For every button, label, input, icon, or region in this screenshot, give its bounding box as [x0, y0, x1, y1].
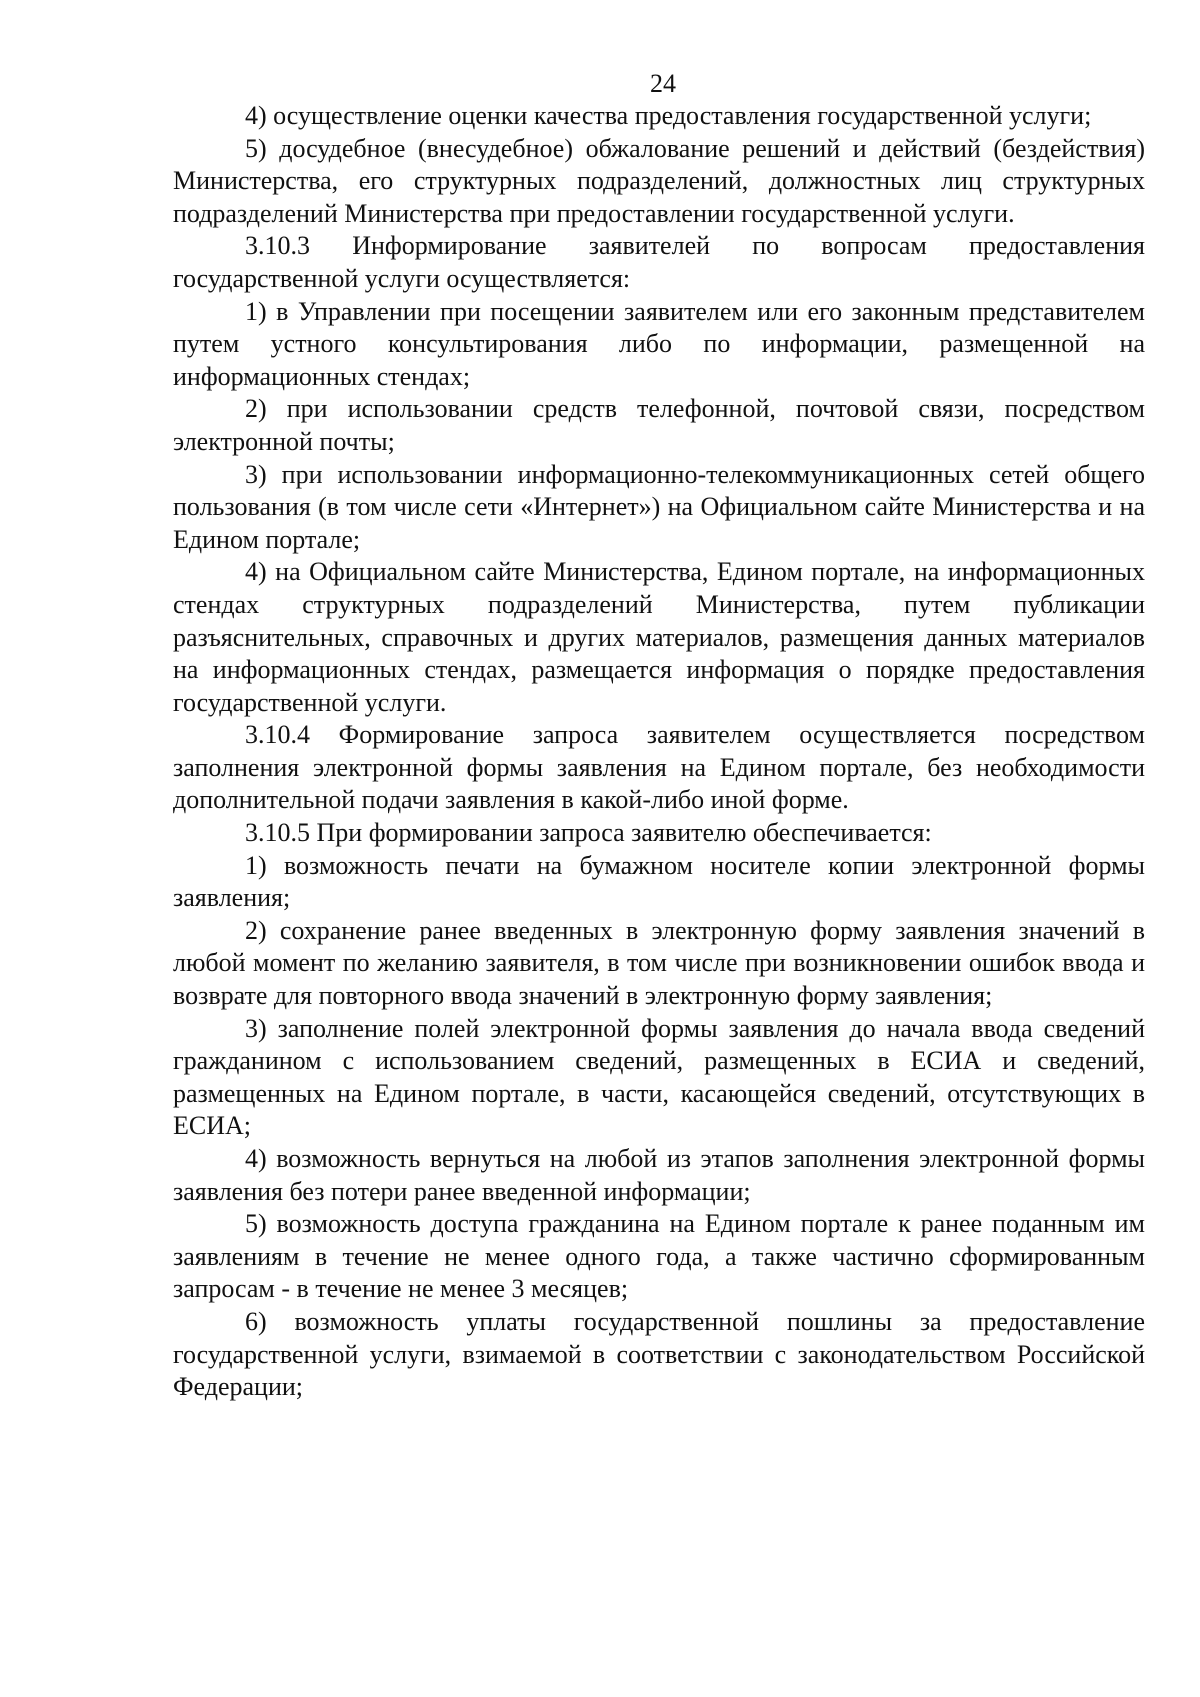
- paragraph: 1) в Управлении при посещении заявителем или его законным представителем путем устного консультирования либо по информации, размещенной на информационных стендах;: [173, 296, 1145, 391]
- paragraph: 4) осуществление оценки качества предоставления государственной услуги;: [245, 101, 1092, 130]
- paragraph: 6) возможность уплаты государственной пошлины за предоставление государственной услуги, взимаемой в соответствии с законодательством Российской Федерации;: [173, 1306, 1145, 1402]
- paragraph: 4) возможность вернуться на любой из этапов заполнения электронной формы заявления без потери ранее введенной информации;: [173, 1144, 1145, 1206]
- document-page: [173, 68, 1145, 1404]
- paragraph: 4) на Официальном сайте Министерства, Едином портале, на информационных стендах структурных подразделений Министерства, путем публикации разъяснительных, справочных и других материалов, размещения данных материалов на информационных стендах, размещается информация о порядке предоставления государственной услуги.: [173, 557, 1145, 717]
- paragraph: 5) возможность доступа гражданина на Едином портале к ранее поданным им заявлениям в течение не менее одного года, а также частично сформированным запросам - в течение не менее 3 месяцев;: [173, 1209, 1145, 1304]
- paragraph: 3.10.5 При формировании запроса заявителю обеспечивается:: [245, 818, 932, 848]
- page-number: 24: [650, 69, 676, 98]
- paragraph: 3.10.4 Формирование запроса заявителем осуществляется посредством заполнения электронной формы заявления на Едином портале, без необходимости дополнительной подачи заявления в какой-либо иной форме.: [173, 720, 1145, 815]
- paragraph: 5) досудебное (внесудебное) обжалование решений и действий (бездействия) Министерства, его структурных подразделений, должностных лиц структурных подразделений Министерства при предоставлении государственной услуги.: [173, 133, 1145, 228]
- paragraph: 3.10.3 Информирование заявителей по вопросам предоставления государственной услуги осуществляется:: [173, 231, 1145, 293]
- paragraph: 3) при использовании информационно-телекоммуникационных сетей общего пользования (в том числе сети «Интернет») на Официальном сайте Министерства и на Едином портале;: [173, 459, 1145, 554]
- paragraph: 1) возможность печати на бумажном носителе копии электронной формы заявления;: [173, 850, 1145, 913]
- paragraph: 2) при использовании средств телефонной, почтовой связи, посредством электронной почты;: [173, 394, 1145, 456]
- document-body: [173, 100, 1145, 1404]
- paragraph: 2) сохранение ранее введенных в электронную форму заявления значений в любой момент по желанию заявителя, в том числе при возникновении ошибок ввода и возврате для повторного ввода значений в электронную форму заявления;: [173, 915, 1145, 1011]
- paragraph: 3) заполнение полей электронной формы заявления до начала ввода сведений гражданином с использованием сведений, размещенных в ЕСИА и сведений, размещенных на Едином портале, в части, касающейся сведений, отсутствующих в ЕСИА;: [173, 1013, 1145, 1141]
